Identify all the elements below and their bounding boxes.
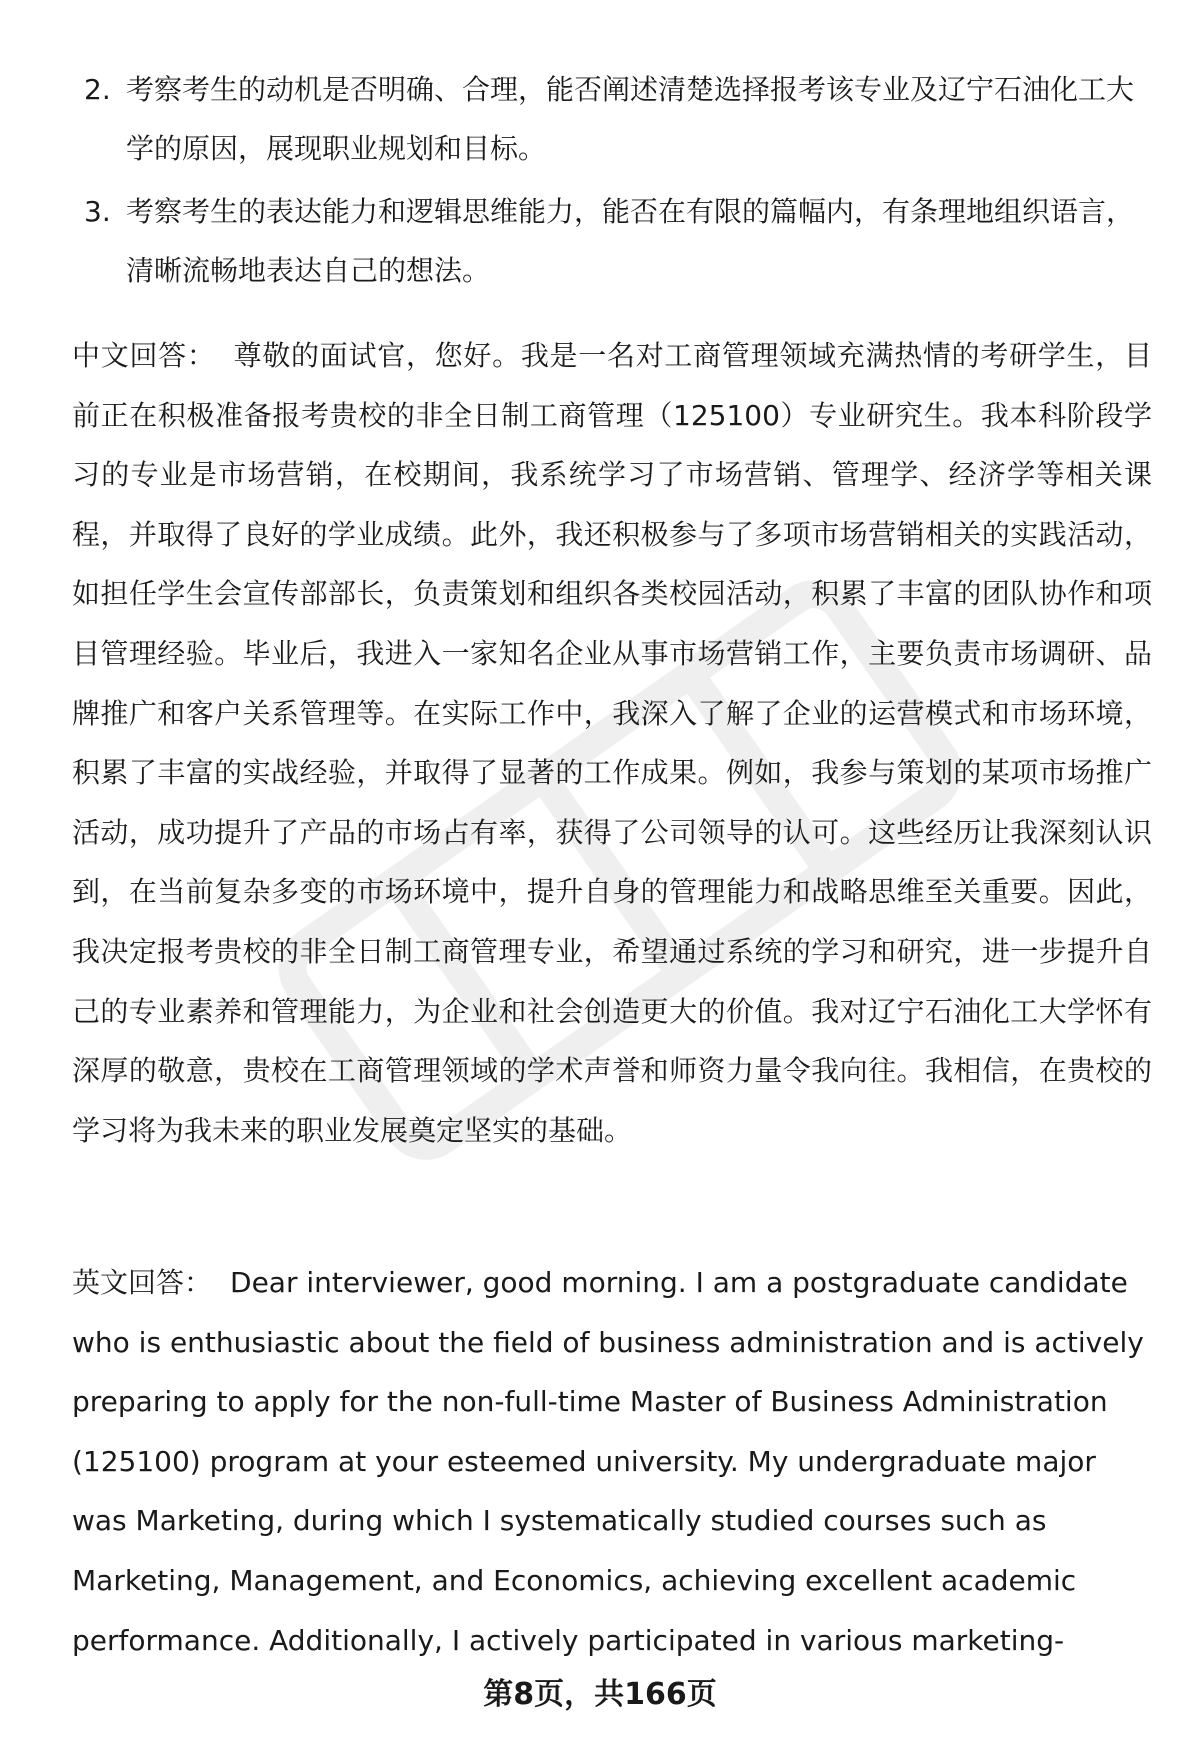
english-answer-label: 英文回答： bbox=[72, 1266, 213, 1299]
criteria-item bbox=[72, 182, 1142, 300]
criteria-text: 考察考生的动机是否明确、合理，能否阐述清楚选择报考该专业及辽宁石油化工大学的原因，展现职业规划和目标。 bbox=[126, 73, 1135, 165]
english-answer-text: Dear interviewer, good morning. I am a postgraduate candidate who is enthusiastic about the field of business administration and is actively preparing to apply for the non-full-time Master of Business Administration (125100) program at your esteemed university. My undergraduate major was Marketing, during which I systematically studied courses such as Marketing, Management, and Economics, achieving excellent academic performance. Additionally, I actively participated in various marketing- bbox=[72, 1266, 1144, 1657]
chinese-answer-paragraph bbox=[72, 326, 1152, 1160]
chinese-answer-label: 中文回答： bbox=[72, 339, 216, 372]
criteria-text: 考察考生的表达能力和逻辑思维能力，能否在有限的篇幅内，有条理地组织语言，清晰流畅地表达自己的想法。 bbox=[126, 195, 1135, 287]
criteria-number: 2. bbox=[84, 73, 111, 106]
chinese-answer-text: 尊敬的面试官，您好。我是一名对工商管理领域充满热情的考研学生，目前正在积极准备报考贵校的非全日制工商管理（125100）专业研究生。我本科阶段学习的专业是市场营销，在校期间，我系统学习了市场营销、管理学、经济学等相关课程，并取得了良好的学业成绩。此外，我还积极参与了多项市场营销相关的实践活动，如担任学生会宣传部部长，负责策划和组织各类校园活动，积累了丰富的团队协作和项目管理经验。毕业后，我进入一家知名企业从事市场营销工作，主要负责市场调研、品牌推广和客户关系管理等。在实际工作中，我深入了解了企业的运营模式和市场环境，积累了丰富的实战经验，并取得了显著的工作成果。例如，我参与策划的某项市场推广活动，成功提升了产品的市场占有率，获得了公司领导的认可。这些经历让我深刻认识到，在当前复杂多变的市场环境中，提升自身的管理能力和战略思维至关重要。因此，我决定报考贵校的非全日制工商管理专业，希望通过系统的学习和研究，进一步提升自己的专业素养和管理能力，为企业和社会创造更大的价值。我对辽宁石油化工大学怀有深厚的敬意，贵校在工商管理领域的学术声誉和师资力量令我向往。我相信，在贵校的学习将为我未来的职业发展奠定坚实的基础。 bbox=[72, 339, 1152, 1147]
criteria-number: 3. bbox=[84, 195, 111, 228]
criteria-item bbox=[72, 60, 1142, 178]
evaluation-criteria-list bbox=[72, 60, 1142, 304]
english-answer-paragraph bbox=[72, 1253, 1152, 1670]
page-indicator: 第8页，共166页 bbox=[483, 1677, 717, 1712]
